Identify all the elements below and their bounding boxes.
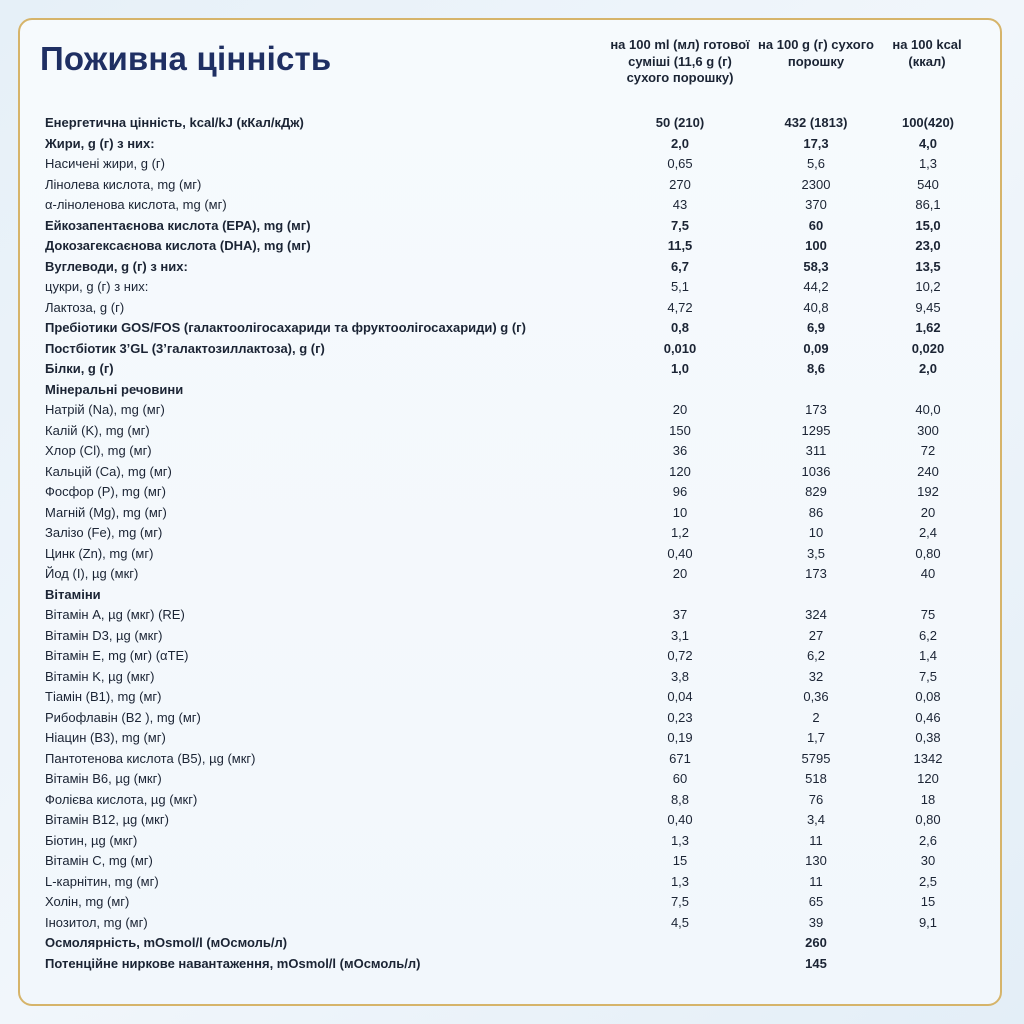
value-per-100ml: 0,8 xyxy=(670,320,690,335)
value-per-100kcal: 15 xyxy=(920,894,936,909)
value-per-100ml: 671 xyxy=(669,750,691,766)
value-per-100ml: 20 xyxy=(672,402,688,417)
value-per-100kcal: 9,1 xyxy=(918,914,938,930)
table-row xyxy=(0,359,1024,380)
table-row xyxy=(0,257,1024,278)
value-per-100kcal: 0,38 xyxy=(915,730,941,745)
value-per-100ml: 3,8 xyxy=(670,668,690,684)
row-label: Вітаміни xyxy=(45,586,101,602)
table-row xyxy=(0,339,1024,360)
column-header-per-100kcal: на 100 kcal (ккал) xyxy=(892,37,962,69)
table-row xyxy=(0,134,1024,155)
value-per-100g: 5,6 xyxy=(806,156,826,171)
table-row xyxy=(0,892,1024,913)
row-label: Рибофлавін (B2 ), mg (мг) xyxy=(45,709,201,725)
value-per-100g: 40,8 xyxy=(803,299,829,315)
row-label: Пантотенова кислота (B5), µg (мкг) xyxy=(45,750,256,766)
value-per-100kcal: 2,6 xyxy=(918,832,938,848)
value-per-100g: 260 xyxy=(805,935,827,950)
table-row xyxy=(0,400,1024,421)
value-per-100ml: 0,04 xyxy=(667,689,693,704)
table-row xyxy=(0,646,1024,667)
value-per-100ml: 37 xyxy=(672,607,688,622)
value-per-100ml: 15 xyxy=(672,853,688,868)
value-per-100ml: 20 xyxy=(672,566,688,581)
row-label: Жири, g (г) з них: xyxy=(45,135,155,151)
value-per-100kcal: 9,45 xyxy=(915,299,941,315)
value-per-100g: 0,09 xyxy=(803,340,829,356)
value-per-100kcal: 13,5 xyxy=(915,258,941,274)
value-per-100kcal: 30 xyxy=(920,853,936,868)
value-per-100ml: 6,7 xyxy=(670,258,690,274)
table-row xyxy=(0,216,1024,237)
value-per-100ml: 0,72 xyxy=(667,648,693,663)
table-row xyxy=(0,544,1024,565)
table-row xyxy=(0,708,1024,729)
value-per-100kcal: 2,5 xyxy=(918,873,938,889)
value-per-100ml: 7,5 xyxy=(670,217,690,233)
row-label: Білки, g (г) xyxy=(45,361,114,376)
value-per-100ml: 10 xyxy=(672,504,688,520)
value-per-100g: 311 xyxy=(805,443,827,458)
value-per-100g: 1295 xyxy=(801,422,831,438)
value-per-100g: 60 xyxy=(808,217,824,233)
table-row xyxy=(0,175,1024,196)
value-per-100kcal: 0,46 xyxy=(915,709,941,725)
table-row xyxy=(0,851,1024,872)
row-label: α-ліноленова кислота, mg (мг) xyxy=(45,197,227,212)
row-label: Цинк (Zn), mg (мг) xyxy=(45,545,154,561)
table-row xyxy=(0,318,1024,339)
value-per-100kcal: 1,3 xyxy=(918,156,938,171)
row-label: Постбіотик 3’GL (3’галактозиллактоза), g (г) xyxy=(45,340,325,356)
value-per-100kcal: 2,4 xyxy=(918,525,938,540)
value-per-100ml: 1,2 xyxy=(670,525,690,540)
row-label: Вітамін C, mg (мг) xyxy=(45,853,153,868)
value-per-100g: 324 xyxy=(805,607,827,622)
nutrition-table xyxy=(0,113,1024,974)
value-per-100kcal: 72 xyxy=(920,443,936,458)
table-row xyxy=(0,790,1024,811)
row-label: Вітамін E, mg (мг) (αTE) xyxy=(45,648,189,663)
value-per-100ml: 4,5 xyxy=(670,914,690,930)
value-per-100g: 432 (1813) xyxy=(784,115,848,130)
row-label: Вітамін B12, µg (мкг) xyxy=(45,812,169,827)
value-per-100g: 5795 xyxy=(801,750,831,766)
value-per-100kcal: 4,0 xyxy=(918,135,938,151)
row-label: Вітамін A, µg (мкг) (RE) xyxy=(45,607,185,622)
value-per-100ml: 120 xyxy=(669,463,691,479)
value-per-100ml: 0,19 xyxy=(667,730,693,745)
row-label: Потенційне ниркове навантаження, mOsmol/l (мОсмоль/л) xyxy=(45,955,421,971)
value-per-100g: 2300 xyxy=(801,176,831,192)
row-label: Фосфор (P), mg (мг) xyxy=(45,484,166,499)
value-per-100g: 86 xyxy=(808,504,824,520)
table-row xyxy=(0,441,1024,462)
value-per-100kcal: 240 xyxy=(917,463,939,479)
table-row xyxy=(0,585,1024,606)
value-per-100ml: 1,3 xyxy=(670,873,690,889)
value-per-100kcal: 0,08 xyxy=(915,689,941,704)
table-row xyxy=(0,564,1024,585)
column-header-per-100g: на 100 g (г) сухого порошку xyxy=(758,37,874,69)
value-per-100kcal: 1,62 xyxy=(915,320,941,335)
value-per-100g: 130 xyxy=(805,853,827,868)
value-per-100ml: 11,5 xyxy=(667,238,693,253)
row-label: Холін, mg (мг) xyxy=(45,894,130,909)
value-per-100g: 11 xyxy=(809,832,823,848)
table-row xyxy=(0,154,1024,175)
value-per-100g: 58,3 xyxy=(803,258,829,274)
value-per-100g: 370 xyxy=(805,197,827,212)
value-per-100kcal: 0,80 xyxy=(915,812,941,827)
value-per-100g: 6,9 xyxy=(806,320,826,335)
row-label: Вітамін B6, µg (мкг) xyxy=(45,771,162,786)
table-row xyxy=(0,769,1024,790)
value-per-100ml: 1,3 xyxy=(670,832,690,848)
value-per-100g: 3,4 xyxy=(806,812,826,827)
row-label: Йод (I), µg (мкг) xyxy=(45,566,139,581)
value-per-100g: 829 xyxy=(805,484,827,499)
row-label: Вітамін K, µg (мкг) xyxy=(45,668,155,684)
value-per-100ml: 5,1 xyxy=(670,279,690,294)
value-per-100g: 27 xyxy=(808,627,824,643)
table-row xyxy=(0,195,1024,216)
value-per-100ml: 60 xyxy=(672,771,688,786)
table-row xyxy=(0,954,1024,975)
value-per-100g: 2 xyxy=(812,709,820,725)
table-row xyxy=(0,421,1024,442)
value-per-100g: 32 xyxy=(808,668,824,684)
row-label: Осмолярність, mOsmol/l (мОсмоль/л) xyxy=(45,935,288,950)
table-row xyxy=(0,667,1024,688)
table-row xyxy=(0,298,1024,319)
value-per-100kcal: 23,0 xyxy=(915,238,941,253)
value-per-100kcal: 2,0 xyxy=(918,361,938,376)
page-title: Поживна цінність xyxy=(40,40,332,77)
value-per-100kcal: 0,80 xyxy=(915,545,941,561)
value-per-100g: 173 xyxy=(805,566,827,581)
table-row xyxy=(0,810,1024,831)
value-per-100g: 6,2 xyxy=(806,648,826,663)
row-label: L-карнітин, mg (мг) xyxy=(45,873,159,889)
value-per-100kcal: 120 xyxy=(917,771,939,786)
row-label: Біотин, µg (мкг) xyxy=(45,832,138,848)
value-per-100kcal: 18 xyxy=(920,791,936,807)
value-per-100kcal: 40 xyxy=(920,566,936,581)
value-per-100ml: 3,1 xyxy=(670,627,690,643)
value-per-100ml: 96 xyxy=(672,484,688,499)
table-row xyxy=(0,482,1024,503)
value-per-100ml: 7,5 xyxy=(670,894,690,909)
value-per-100kcal: 1,4 xyxy=(918,648,938,663)
row-label: Тіамін (B1), mg (мг) xyxy=(45,689,162,704)
table-row xyxy=(0,933,1024,954)
value-per-100ml: 50 (210) xyxy=(655,115,705,130)
table-row xyxy=(0,113,1024,134)
column-header-per-100ml: на 100 ml (мл) готової суміші (11,6 g (г) сухого порошку) xyxy=(610,37,750,85)
value-per-100ml: 8,8 xyxy=(670,791,690,807)
value-per-100g: 8,6 xyxy=(806,361,826,376)
value-per-100ml: 0,23 xyxy=(667,709,693,725)
value-per-100g: 10 xyxy=(808,525,824,540)
value-per-100g: 100 xyxy=(805,238,827,253)
value-per-100ml: 43 xyxy=(672,197,688,212)
value-per-100kcal: 6,2 xyxy=(918,627,938,643)
row-label: Інозитол, mg (мг) xyxy=(45,914,148,930)
value-per-100g: 518 xyxy=(805,771,827,786)
row-label: Лактоза, g (г) xyxy=(45,299,125,315)
value-per-100kcal: 75 xyxy=(920,607,936,622)
value-per-100ml: 2,0 xyxy=(670,135,690,151)
table-row xyxy=(0,872,1024,893)
value-per-100g: 11 xyxy=(809,873,823,889)
row-label: Калій (K), mg (мг) xyxy=(45,422,150,438)
value-per-100g: 173 xyxy=(805,402,827,417)
value-per-100g: 17,3 xyxy=(803,135,829,151)
value-per-100g: 44,2 xyxy=(803,279,829,294)
value-per-100ml: 1,0 xyxy=(670,361,690,376)
row-label: Пребіотики GOS/FOS (галактоолігосахариди та фруктоолігосахариди) g (г) xyxy=(45,320,526,335)
value-per-100kcal: 15,0 xyxy=(915,217,941,233)
row-label: Натрій (Na), mg (мг) xyxy=(45,402,165,417)
row-label: Вітамін D3, µg (мкг) xyxy=(45,627,163,643)
row-label: цукри, g (г) з них: xyxy=(45,279,149,294)
value-per-100g: 145 xyxy=(805,955,827,971)
row-label: Вуглеводи, g (г) з них: xyxy=(45,258,188,274)
value-per-100ml: 0,65 xyxy=(667,156,693,171)
row-label: Ніацин (B3), mg (мг) xyxy=(45,730,166,745)
table-row xyxy=(0,503,1024,524)
value-per-100ml: 150 xyxy=(669,422,691,438)
value-per-100ml: 36 xyxy=(672,443,688,458)
row-label: Ейкозапентаєнова кислота (EPA), mg (мг) xyxy=(45,217,311,233)
value-per-100g: 65 xyxy=(808,894,824,909)
value-per-100kcal: 86,1 xyxy=(915,197,941,212)
value-per-100g: 3,5 xyxy=(806,545,826,561)
value-per-100g: 76 xyxy=(808,791,824,807)
table-row xyxy=(0,749,1024,770)
value-per-100kcal: 20 xyxy=(920,504,936,520)
value-per-100ml: 4,72 xyxy=(667,299,693,315)
row-label: Кальцій (Ca), mg (мг) xyxy=(45,463,172,479)
table-row xyxy=(0,462,1024,483)
value-per-100ml: 0,010 xyxy=(663,340,697,356)
table-row xyxy=(0,523,1024,544)
row-label: Магній (Mg), mg (мг) xyxy=(45,504,167,520)
value-per-100g: 1036 xyxy=(801,463,831,479)
table-row xyxy=(0,605,1024,626)
value-per-100ml: 270 xyxy=(669,176,691,192)
value-per-100kcal: 540 xyxy=(917,176,939,192)
value-per-100ml: 0,40 xyxy=(667,812,693,827)
value-per-100g: 0,36 xyxy=(803,689,829,704)
row-label: Енергетична цінність, kcal/kJ (кКал/кДж) xyxy=(45,115,304,130)
table-row xyxy=(0,728,1024,749)
value-per-100kcal: 100(420) xyxy=(901,115,955,130)
table-row xyxy=(0,831,1024,852)
row-label: Насичені жири, g (г) xyxy=(45,156,165,171)
table-row xyxy=(0,236,1024,257)
value-per-100kcal: 192 xyxy=(917,484,939,499)
value-per-100kcal: 0,020 xyxy=(911,340,945,356)
value-per-100kcal: 7,5 xyxy=(918,668,938,684)
value-per-100kcal: 10,2 xyxy=(915,279,941,294)
value-per-100kcal: 40,0 xyxy=(915,402,941,417)
table-row xyxy=(0,277,1024,298)
value-per-100g: 39 xyxy=(808,914,824,930)
table-row xyxy=(0,626,1024,647)
value-per-100ml: 0,40 xyxy=(667,545,693,561)
table-row xyxy=(0,913,1024,934)
value-per-100g: 1,7 xyxy=(806,730,826,745)
row-label: Хлор (Cl), mg (мг) xyxy=(45,443,152,458)
row-label: Фолієва кислота, µg (мкг) xyxy=(45,791,198,807)
value-per-100kcal: 1342 xyxy=(913,750,943,766)
value-per-100kcal: 300 xyxy=(917,422,939,438)
row-label: Лінолева кислота, mg (мг) xyxy=(45,176,202,192)
row-label: Залізо (Fe), mg (мг) xyxy=(45,525,163,540)
row-label: Мінеральні речовини xyxy=(45,381,184,397)
row-label: Докозагексаєнова кислота (DHA), mg (мг) xyxy=(45,238,311,253)
table-row xyxy=(0,380,1024,401)
table-row xyxy=(0,687,1024,708)
